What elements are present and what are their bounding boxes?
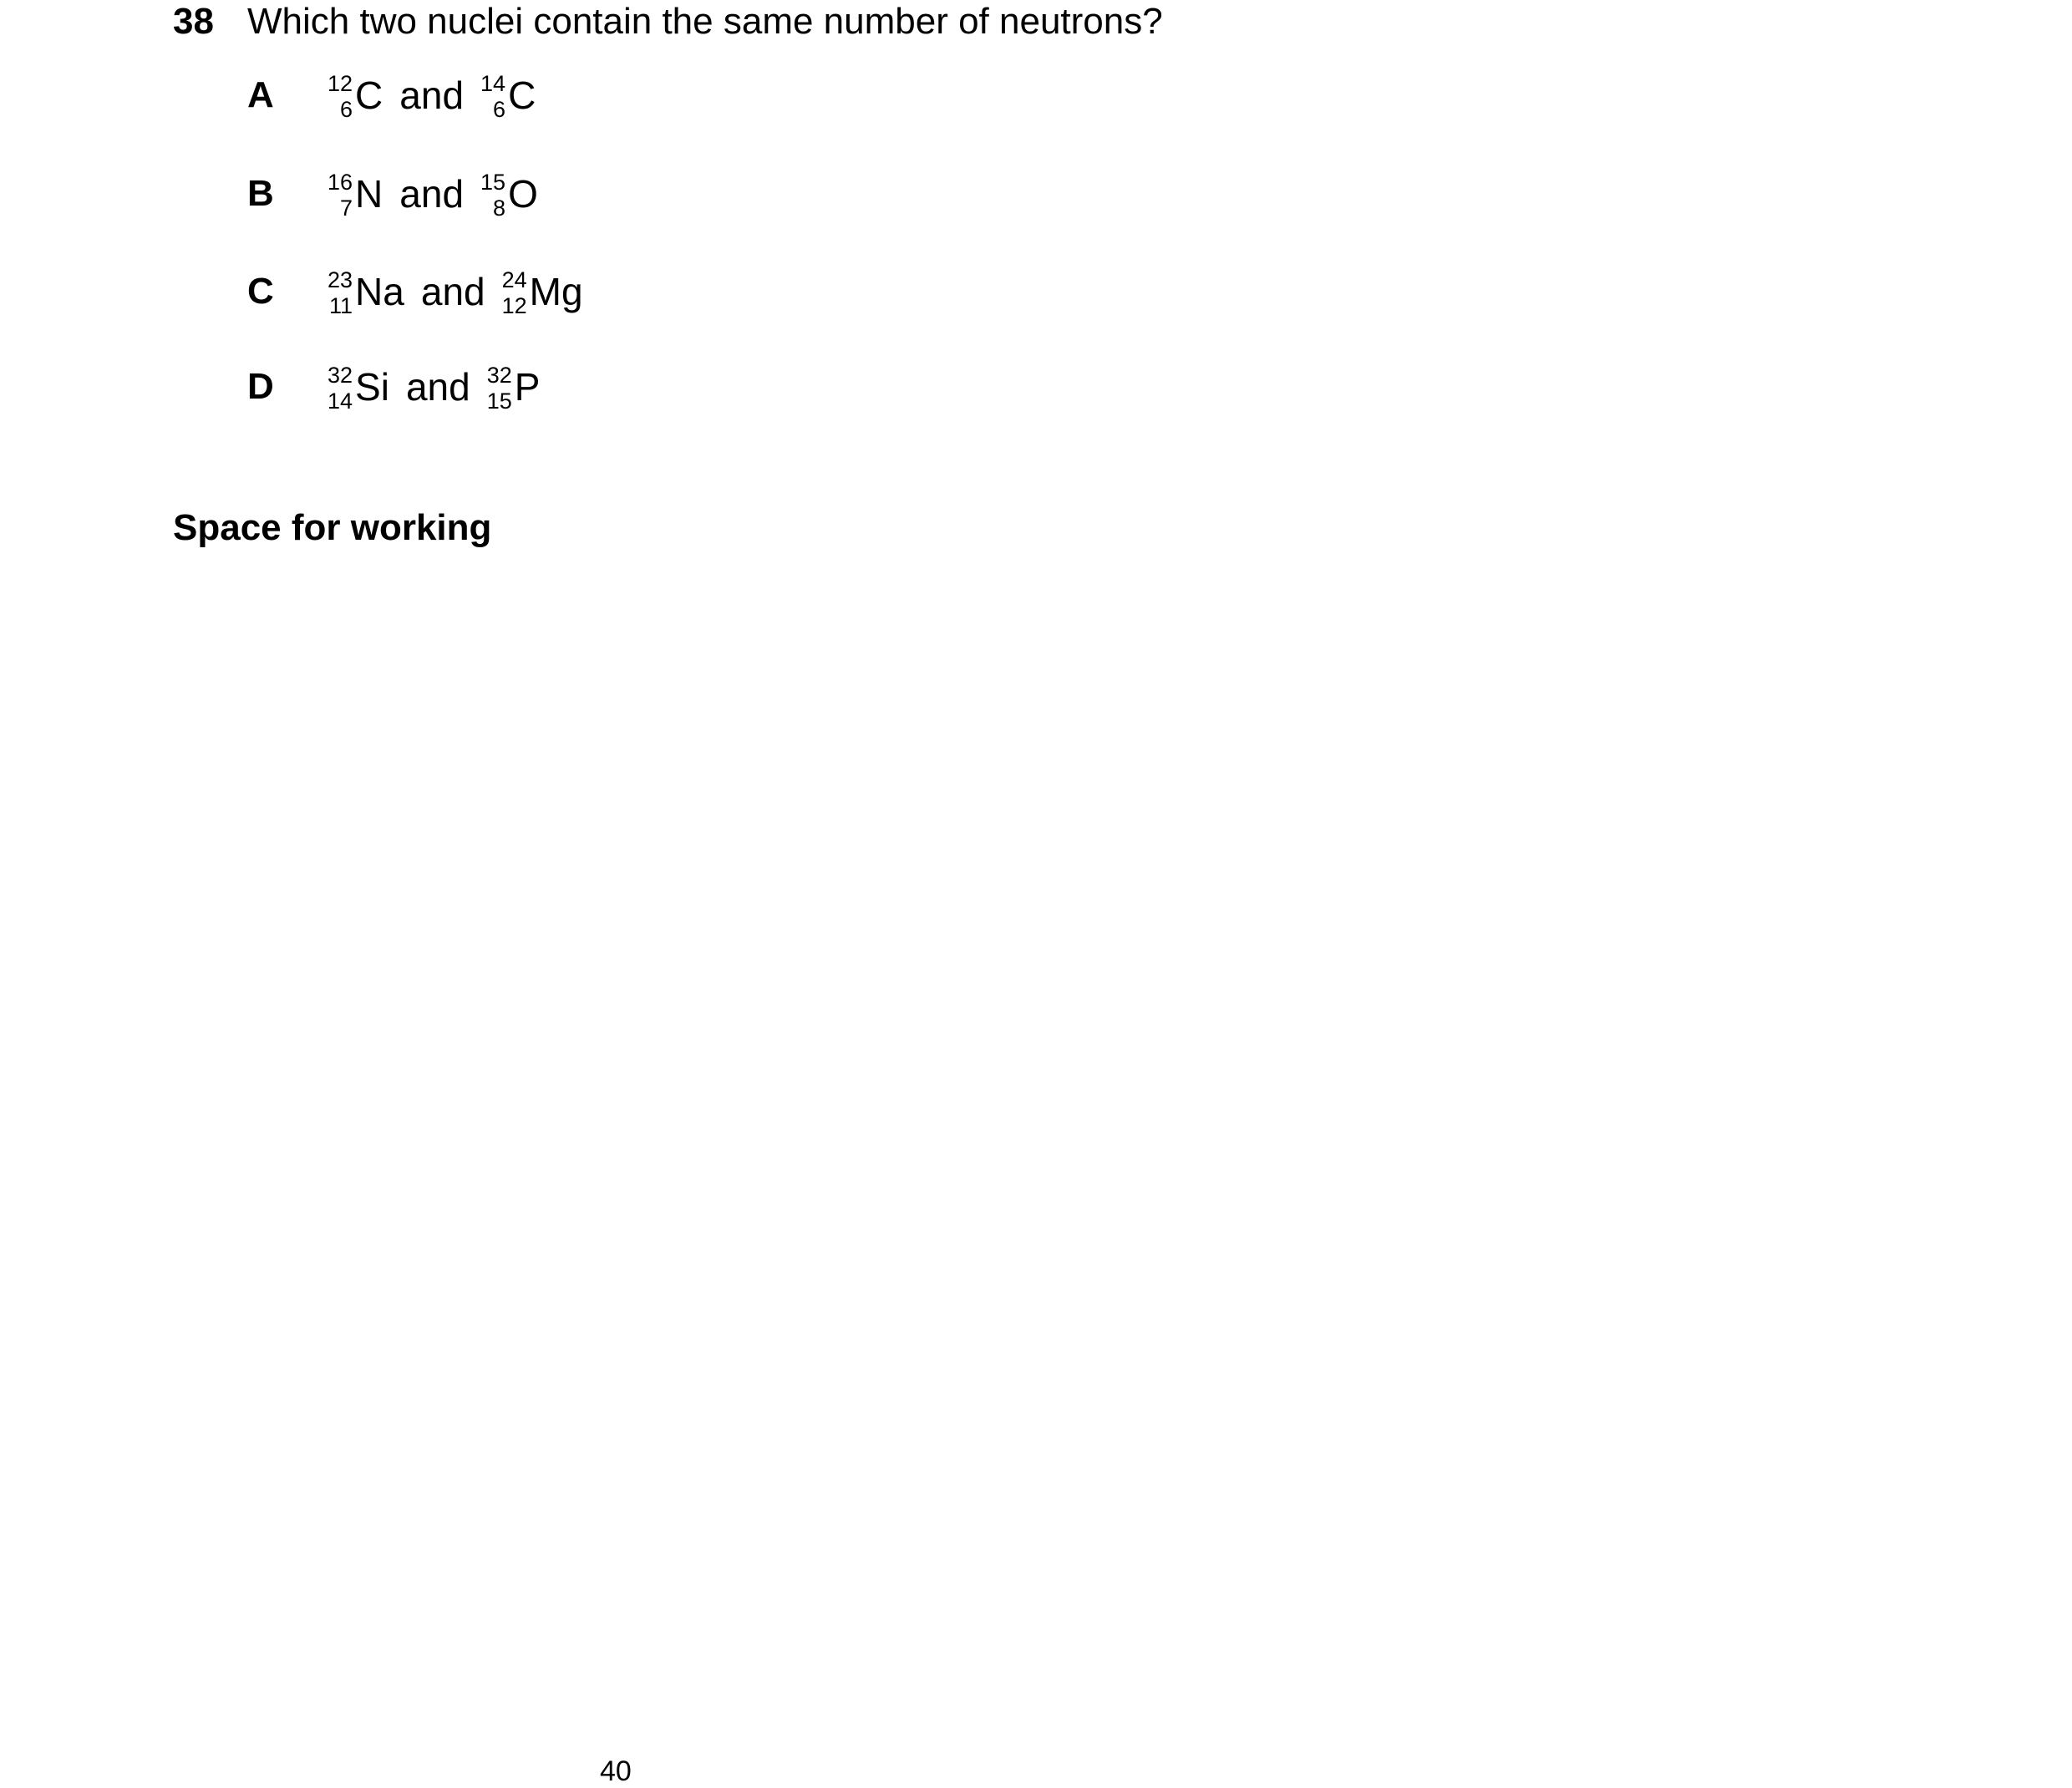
nuclide xyxy=(328,361,389,413)
nuclide xyxy=(328,168,383,220)
conjunction: and xyxy=(399,172,465,216)
nuclide-pair xyxy=(328,168,538,220)
mass-number: 15 xyxy=(480,170,506,195)
element-symbol: Mg xyxy=(529,270,583,313)
page-number: 40 xyxy=(600,1755,632,1787)
mass-number: 32 xyxy=(328,363,353,388)
question-stem: Which two nuclei contain the same number of neutrons? xyxy=(247,1,1163,42)
conjunction: and xyxy=(420,270,485,313)
conjunction: and xyxy=(399,74,465,117)
nuclide xyxy=(502,266,583,317)
mass-number: 12 xyxy=(328,71,353,96)
nuclide-pair xyxy=(328,361,540,413)
nuclide xyxy=(328,69,383,121)
atomic-number: 8 xyxy=(493,196,506,221)
nuclide xyxy=(487,361,541,413)
atomic-number: 14 xyxy=(328,389,353,414)
element-symbol: C xyxy=(355,74,383,117)
atomic-number: 7 xyxy=(340,196,353,221)
question-number: 38 xyxy=(173,1,214,42)
option-letter: A xyxy=(247,74,274,115)
conjunction: and xyxy=(405,365,470,409)
option-c[interactable] xyxy=(247,258,583,325)
working-space-label: Space for working xyxy=(173,507,492,548)
option-b[interactable] xyxy=(247,160,538,227)
element-symbol: O xyxy=(508,172,538,216)
element-symbol: N xyxy=(355,172,383,216)
mass-number: 16 xyxy=(328,170,353,195)
option-letter: D xyxy=(247,366,274,407)
element-symbol: Si xyxy=(355,365,389,409)
atomic-number: 11 xyxy=(329,293,353,318)
nuclide xyxy=(480,69,536,121)
mass-number: 24 xyxy=(501,267,527,292)
element-symbol: C xyxy=(508,74,536,117)
element-symbol: P xyxy=(514,365,541,409)
option-letter: B xyxy=(247,173,274,214)
option-a[interactable] xyxy=(247,62,536,129)
element-symbol: Na xyxy=(355,270,404,313)
atomic-number: 6 xyxy=(340,97,353,122)
atomic-number: 15 xyxy=(486,389,512,414)
mass-number: 23 xyxy=(328,267,353,292)
option-d[interactable] xyxy=(247,353,540,420)
atomic-number: 6 xyxy=(493,97,506,122)
atomic-number: 12 xyxy=(501,293,527,318)
mass-number: 32 xyxy=(486,363,512,388)
nuclide xyxy=(480,168,538,220)
nuclide-pair xyxy=(328,266,583,317)
option-letter: C xyxy=(247,271,274,312)
nuclide xyxy=(328,266,404,317)
mass-number: 14 xyxy=(480,71,506,96)
nuclide-pair xyxy=(328,69,536,121)
